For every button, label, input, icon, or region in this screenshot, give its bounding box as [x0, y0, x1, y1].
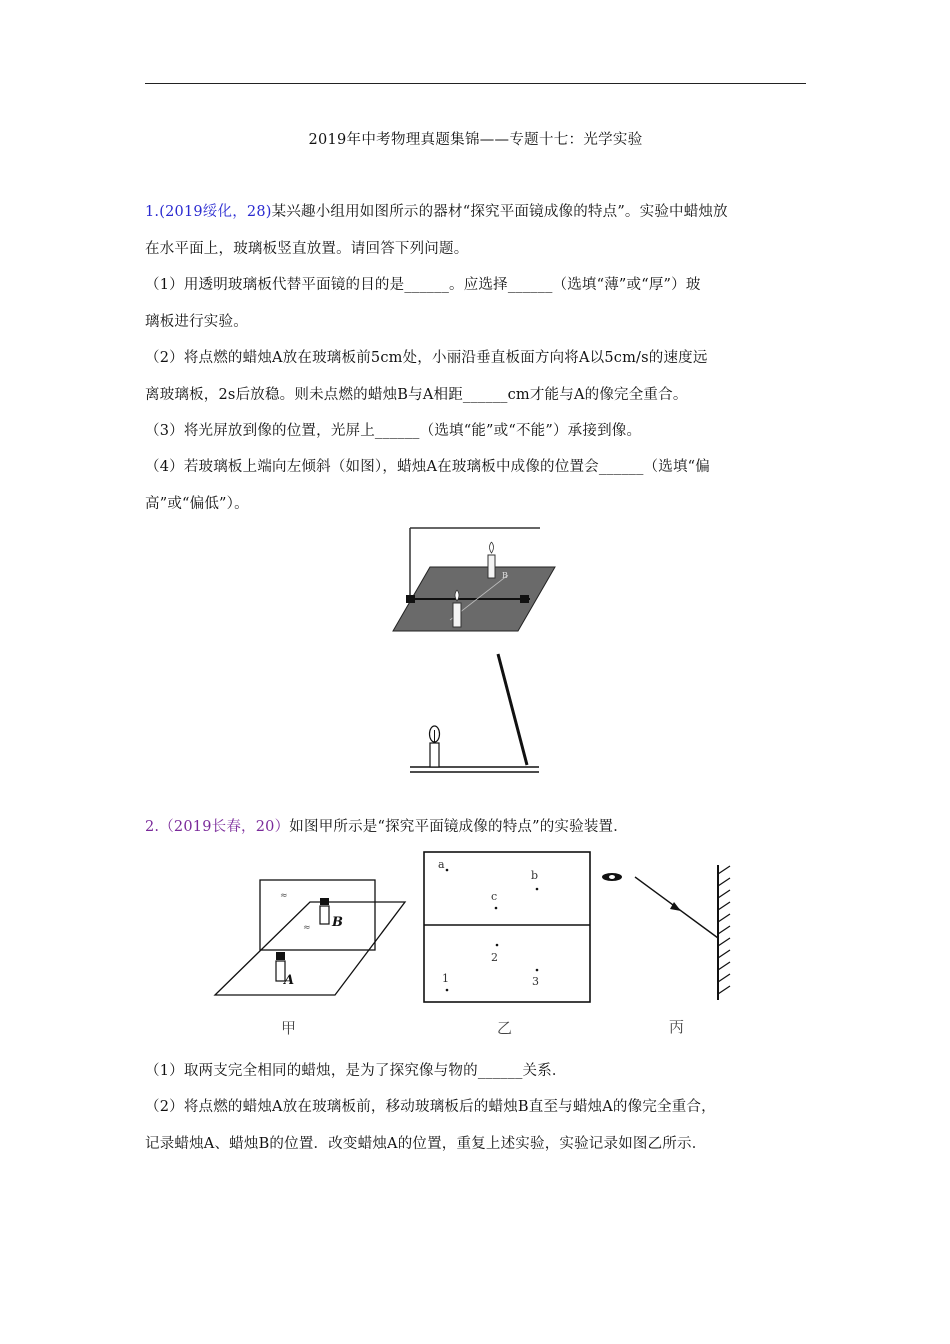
q1-source: 1.(2019绥化，28): [145, 204, 272, 220]
q2-yi-caption: 乙: [497, 1019, 513, 1037]
q2-stem: 如图甲所示是“探究平面镜成像的特点”的实验装置．: [289, 819, 628, 835]
q2-jia-label-b: B: [332, 915, 343, 930]
q2-source: 2.（2019长春，20）: [145, 819, 290, 835]
q2-jia-label-a: A: [284, 973, 295, 988]
q2-yi-point-2: 2: [491, 951, 498, 964]
q1-part-3: （3）将光屏放到像的位置，光屏上______（选填“能”或“不能”）承接到像。: [145, 423, 642, 439]
q1-line-1: [145, 200, 810, 221]
q2-yi-point-b: b: [531, 869, 539, 882]
q1-figure-tilted-glass: [405, 648, 545, 776]
q1-stem-start: 某兴趣小组用如图所示的器材“探究平面镜成像的特点”。实验中蜡烛放: [271, 204, 728, 220]
q2-bing-caption: 丙: [669, 1018, 685, 1036]
document-title: 2019年中考物理真题集锦——专题十七：光学实验: [308, 132, 643, 148]
svg-text:≈: ≈: [303, 923, 311, 933]
q2-part-2: （2）将点燃的蜡烛A放在玻璃板前，移动玻璃板后的蜡烛B直至与蜡烛A的像完全重合，: [145, 1099, 716, 1115]
q1-part-2: （2）将点燃的蜡烛A放在玻璃板前5cm处，小丽沿垂直板面方向将A以5cm/s的速度远: [145, 350, 708, 366]
q1-part-2-cont: 离玻璃板，2s后放稳。则未点燃的蜡烛B与A相距______cm才能与A的像完全重合。: [145, 387, 688, 403]
q2-part-1: （1）取两支完全相同的蜡烛，是为了探究像与物的______关系．: [145, 1063, 567, 1079]
q2-part-2-cont: 记录蜡烛A、蜡烛B的位置．改变蜡烛A的位置，重复上述实验，实验记录如图乙所示．: [145, 1136, 707, 1152]
q1-part-4: （4）若玻璃板上端向左倾斜（如图），蜡烛A在玻璃板中成像的位置会______（选填“偏: [145, 459, 710, 475]
q2-yi-point-3: 3: [532, 975, 539, 988]
q2-jia-caption: 甲: [281, 1019, 297, 1037]
q2-yi-point-a: a: [438, 858, 445, 871]
q2-yi-point-c: c: [491, 890, 498, 903]
svg-text:≈: ≈: [280, 891, 288, 901]
q1-figure-apparatus: [390, 520, 560, 635]
q1-part-4-cont: 高”或“偏低”）。: [145, 496, 249, 512]
q2-line-1: [145, 815, 810, 836]
q1-line-2: 在水平面上，玻璃板竖直放置。请回答下列问题。: [145, 241, 469, 257]
q2-figure-bing: [598, 860, 738, 1040]
header-rule: [145, 83, 806, 84]
q1-part-1: （1）用透明玻璃板代替平面镜的目的是______。应选择______（选填“薄”或“厚”）玻: [145, 277, 701, 293]
q2-yi-point-1: 1: [442, 972, 449, 985]
q2-bing-mirror-hatch: [718, 866, 730, 994]
q1-fig-label-b: B: [502, 571, 508, 580]
q1-part-1-cont: 璃板进行实验。: [145, 314, 248, 330]
q2-figure-jia: [210, 870, 410, 1040]
q2-figure-yi: [420, 848, 595, 1040]
